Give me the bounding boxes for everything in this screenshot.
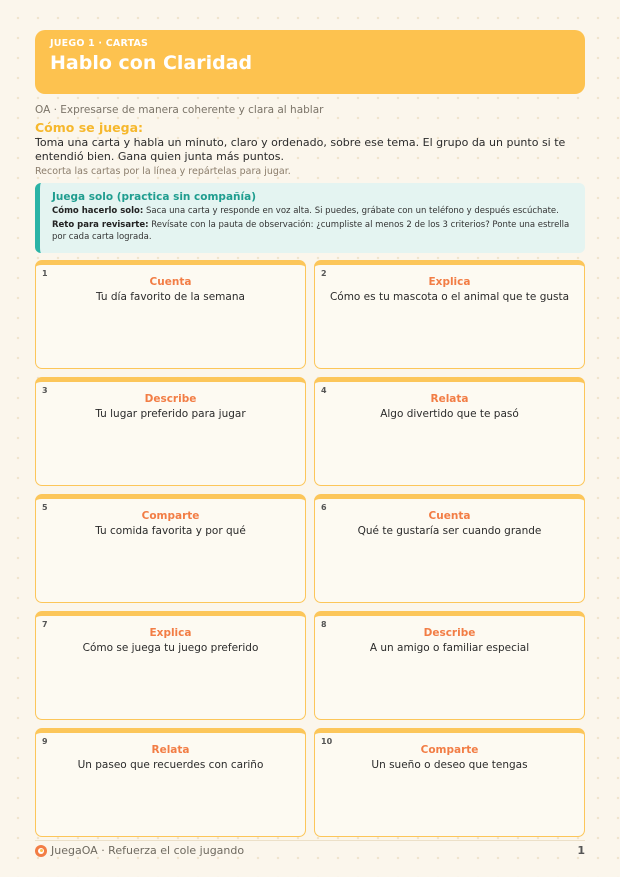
solo-review-line <box>52 219 573 243</box>
card-category: Relata <box>151 744 190 756</box>
footer <box>35 844 244 857</box>
solo-how-text: Saca una carta y responde en voz alta. Si puedes, grábate con un teléfono y después escúchate. <box>143 206 559 216</box>
solo-how-line <box>52 205 573 217</box>
how-to-play-text: Toma una carta y habla un minuto, claro y ordenado, sobre ese tema. El grupo da un punto si te entendió bien. Gana quien junta más puntos. <box>35 136 566 163</box>
card-number: 3 <box>42 386 48 395</box>
card-prompt: Tu día favorito de la semana <box>96 291 245 303</box>
card-number: 8 <box>321 620 327 629</box>
solo-review-text: Revísate con la pauta de observación: ¿cumpliste al menos 2 de los 3 criterios? Ponte una estrella por cada carta lograda. <box>52 220 570 242</box>
card-prompt: A un amigo o familiar especial <box>369 642 530 654</box>
card-category: Describe <box>144 393 197 405</box>
solo-how-label: Cómo hacerlo solo: <box>52 206 144 216</box>
solo-review-label: Reto para revisarte: <box>52 220 149 230</box>
game-card <box>35 377 306 486</box>
card-prompt: Tu comida favorita y por qué <box>95 525 246 537</box>
how-to-play-title: Cómo se juega: <box>35 120 144 135</box>
card-number: 5 <box>42 503 48 512</box>
cut-note: Recorta las cartas por la línea y repártelas para jugar. <box>35 166 291 177</box>
game-card <box>35 260 306 369</box>
footer-divider <box>35 840 585 841</box>
card-prompt: Un sueño o deseo que tengas <box>371 759 528 771</box>
header-kicker: JUEGO 1 · CARTAS <box>50 38 149 49</box>
solo-play-box <box>35 183 585 253</box>
game-card <box>35 611 306 720</box>
card-number: 10 <box>321 737 333 746</box>
card-prompt: Tu lugar preferido para jugar <box>95 408 246 420</box>
game-card <box>314 260 585 369</box>
card-prompt: Algo divertido que te pasó <box>380 408 519 420</box>
card-number: 9 <box>42 737 48 746</box>
card-category: Comparte <box>141 510 200 522</box>
page-title: Hablo con Claridad <box>50 52 253 74</box>
card-category: Relata <box>430 393 469 405</box>
card-category: Describe <box>423 627 476 639</box>
footer-brand: JuegaOA · Refuerza el cole jugando <box>51 844 245 857</box>
game-card <box>314 494 585 603</box>
card-prompt: Cómo es tu mascota o el animal que te gusta <box>329 291 570 303</box>
game-card <box>314 377 585 486</box>
header-banner <box>35 30 585 94</box>
game-card <box>314 728 585 837</box>
card-number: 1 <box>42 269 48 278</box>
card-category: Explica <box>149 627 192 639</box>
card-category: Cuenta <box>149 276 192 288</box>
card-prompt: Qué te gustaría ser cuando grande <box>357 525 542 537</box>
learning-objective: OA · Expresarse de manera coherente y clara al hablar <box>35 104 324 116</box>
card-number: 4 <box>321 386 327 395</box>
card-category: Cuenta <box>428 510 471 522</box>
card-number: 7 <box>42 620 48 629</box>
target-logo-icon <box>35 845 47 857</box>
card-number: 6 <box>321 503 327 512</box>
game-card <box>314 611 585 720</box>
page-number: 1 <box>577 844 585 857</box>
card-prompt: Un paseo que recuerdes con cariño <box>77 759 264 771</box>
card-category: Comparte <box>420 744 479 756</box>
card-prompt: Cómo se juega tu juego preferido <box>82 642 259 654</box>
solo-title: Juega solo (practica sin compañía) <box>52 191 256 203</box>
game-card <box>35 728 306 837</box>
card-category: Explica <box>428 276 471 288</box>
game-card <box>35 494 306 603</box>
card-number: 2 <box>321 269 327 278</box>
